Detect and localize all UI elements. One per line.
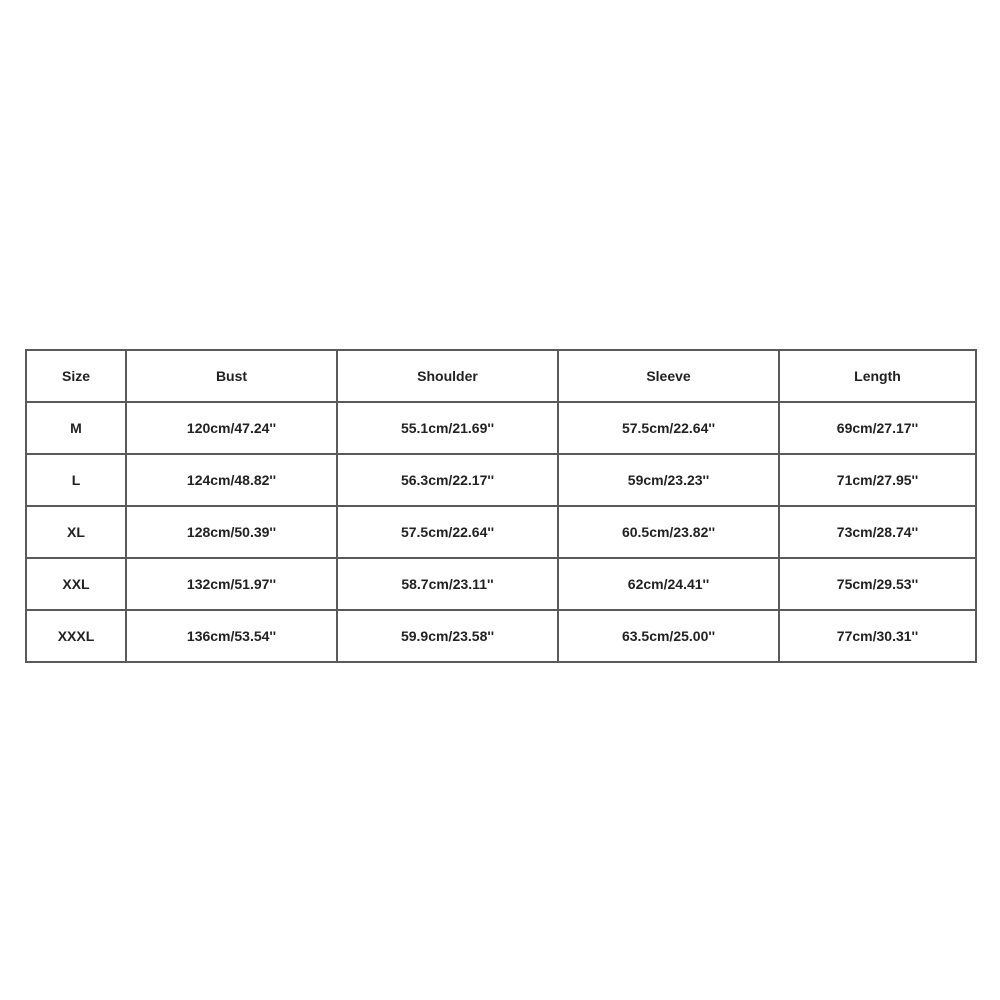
table-cell-shoulder: 59.9cm/23.58'': [337, 610, 558, 662]
table-cell-bust: 128cm/50.39'': [126, 506, 337, 558]
table-cell-shoulder: 58.7cm/23.11'': [337, 558, 558, 610]
table-cell-bust: 124cm/48.82'': [126, 454, 337, 506]
table-cell-shoulder: 57.5cm/22.64'': [337, 506, 558, 558]
table-cell-bust: 132cm/51.97'': [126, 558, 337, 610]
table-cell-bust: 120cm/47.24'': [126, 402, 337, 454]
table-cell-length: 69cm/27.17'': [779, 402, 976, 454]
table-cell-size: M: [26, 402, 126, 454]
table-cell-sleeve: 57.5cm/22.64'': [558, 402, 779, 454]
table-cell-size: L: [26, 454, 126, 506]
table-cell-size: XL: [26, 506, 126, 558]
table-cell-sleeve: 59cm/23.23'': [558, 454, 779, 506]
header-cell-sleeve: Sleeve: [558, 350, 779, 402]
table-cell-size: XXXL: [26, 610, 126, 662]
table-cell-sleeve: 60.5cm/23.82'': [558, 506, 779, 558]
table-cell-length: 71cm/27.95'': [779, 454, 976, 506]
table-row: [26, 506, 976, 558]
table-row: [26, 610, 976, 662]
table-cell-shoulder: 55.1cm/21.69'': [337, 402, 558, 454]
table-cell-length: 73cm/28.74'': [779, 506, 976, 558]
table-cell-length: 75cm/29.53'': [779, 558, 976, 610]
table-cell-shoulder: 56.3cm/22.17'': [337, 454, 558, 506]
size-chart-table: [25, 349, 977, 663]
header-row: [26, 350, 976, 402]
table-cell-size: XXL: [26, 558, 126, 610]
table-cell-length: 77cm/30.31'': [779, 610, 976, 662]
table-cell-sleeve: 62cm/24.41'': [558, 558, 779, 610]
header-cell-size: Size: [26, 350, 126, 402]
table-row: [26, 402, 976, 454]
table-row: [26, 558, 976, 610]
table-row: [26, 454, 976, 506]
header-cell-length: Length: [779, 350, 976, 402]
header-cell-bust: Bust: [126, 350, 337, 402]
table-cell-sleeve: 63.5cm/25.00'': [558, 610, 779, 662]
header-cell-shoulder: Shoulder: [337, 350, 558, 402]
table-cell-bust: 136cm/53.54'': [126, 610, 337, 662]
